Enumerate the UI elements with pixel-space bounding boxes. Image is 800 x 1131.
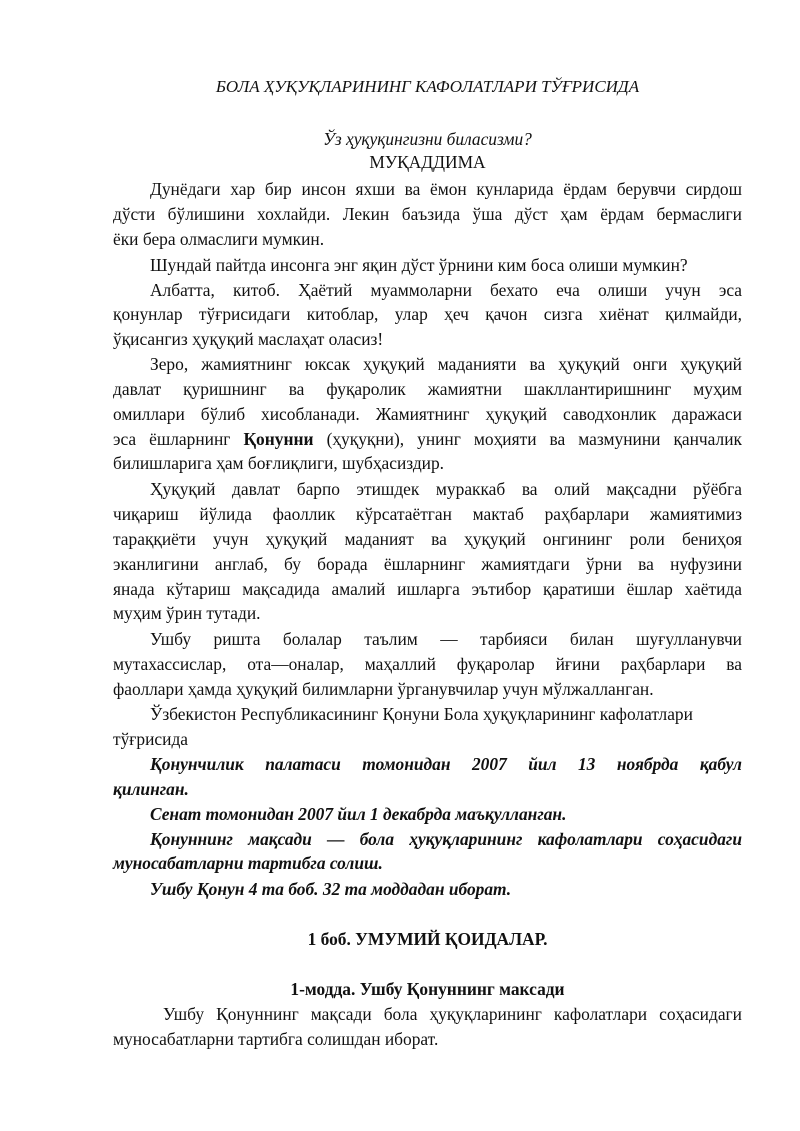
document-title: БОЛА ҲУҚУҚЛАРИНИНГ КАФОЛАТЛАРИ ТЎҒРИСИДА <box>215 77 640 96</box>
document-page <box>113 0 742 1131</box>
paragraph-line: чиқариш йўлида фаоллик кўрсатаётган мактаб раҳбарлари жамиятимиз <box>113 504 742 524</box>
paragraph-line: Ушбу Қонуннинг мақсади бола ҳуқуқларининг кафолатлари соҳасидаги <box>163 1004 742 1024</box>
paragraph-line <box>113 427 742 451</box>
text-run: (ҳуқуқни), унинг моҳияти ва мазмунини қанчалик <box>313 429 742 449</box>
paragraph-line: давлат қуришнинг ва фуқаролик жамиятни шакллантиришнинг муҳим <box>113 379 742 399</box>
adoption-line: қилинган. <box>113 779 189 799</box>
paragraph-line: ёки бера олмаслиги мумкин. <box>113 229 325 249</box>
law-structure-line: Ушбу Қонун 4 та боб. 32 та моддадан иборат. <box>150 879 512 899</box>
paragraph-line: эканлигини англаб, бу борада ёшларнинг жамиятдаги ўрни ва нуфузини <box>113 554 742 574</box>
paragraph-line: муносабатларни тартибга солишдан иборат. <box>113 1029 439 1049</box>
paragraph-line: Ҳуқуқий давлат барпо этишдек мураккаб ва олий мақсадни рўёбга <box>150 479 742 499</box>
paragraph-line: тўғрисида <box>113 729 189 749</box>
senate-approval-line: Сенат томонидан 2007 йил 1 декабрда маъқулланган. <box>150 804 567 824</box>
law-purpose-line: муносабатларни тартибга солиш. <box>113 853 383 873</box>
paragraph-line: муҳим ўрин тутади. <box>113 603 261 623</box>
paragraph-line: ўқисангиз ҳуқуқий маслаҳат оласиз! <box>113 329 384 349</box>
paragraph-line: тараққиёти учун ҳуқуқий маданият ва ҳуқуқий онгининг роли бениҳоя <box>113 529 742 549</box>
bold-term-law: Қонунни <box>243 429 314 449</box>
law-purpose-line: Қонуннинг мақсади — бола ҳуқуқларининг кафолатлари соҳасидаги <box>150 829 742 849</box>
article-heading: 1-модда. Ушбу Қонуннинг максади <box>290 979 565 999</box>
paragraph-line: Албатта, китоб. Ҳаётий муаммоларни бехато еча олиши учун эса <box>150 280 742 300</box>
paragraph-line: Зеро, жамиятнинг юксак ҳуқуқий маданияти ва ҳуқуқий онги ҳуқуқий <box>150 354 742 374</box>
document-subtitle: Ўз ҳуқуқингизни биласизми? <box>323 129 532 149</box>
paragraph-line: Дунёдаги хар бир инсон яхши ва ёмон кунларида ёрдам берувчи сирдош <box>150 179 742 199</box>
paragraph-line: мутахассислар, ота—оналар, маҳаллий фуқаролар йғини раҳбарлари ва <box>113 654 742 674</box>
paragraph-line: Ўзбекистон Республикасининг Қонуни Бола ҳуқуқларининг кафолатлари <box>150 704 693 724</box>
paragraph-line: билишларига ҳам боғлиқлиги, шубҳасиздир. <box>113 453 445 473</box>
paragraph-line: қонунлар тўғрисидаги китоблар, улар ҳеч қачон сизга хиёнат қилмайди, <box>113 304 742 324</box>
paragraph-line: Ушбу ришта болалар таълим — тарбияси билан шуғулланувчи <box>150 629 742 649</box>
text-run: эса ёшларнинг <box>113 429 244 449</box>
adoption-line: Қонунчилик палатаси томонидан 2007 йил 13 ноябрда қабул <box>150 754 742 774</box>
chapter-heading: 1 боб. УМУМИЙ ҚОИДАЛАР. <box>307 929 548 949</box>
preface-heading: МУҚАДДИМА <box>369 152 486 172</box>
paragraph-line: дўсти бўлишини хохлайди. Лекин баъзида ўша дўст ҳам ёрдам бермаслиги <box>113 204 742 224</box>
paragraph-line: янада кўтариш мақсадида амалий ишларга эътибор қаратиши ёшлар хаётида <box>113 579 742 599</box>
paragraph-line: омиллари бўлиб хисобланади. Жамиятнинг ҳуқуқий саводхонлик даражаси <box>113 404 742 424</box>
paragraph-line: Шундай пайтда инсонга энг яқин дўст ўрнини ким боса олиши мумкин? <box>150 255 688 275</box>
paragraph-line: фаоллари ҳамда ҳуқуқий билимларни ўрганувчилар учун мўлжалланган. <box>113 679 654 699</box>
